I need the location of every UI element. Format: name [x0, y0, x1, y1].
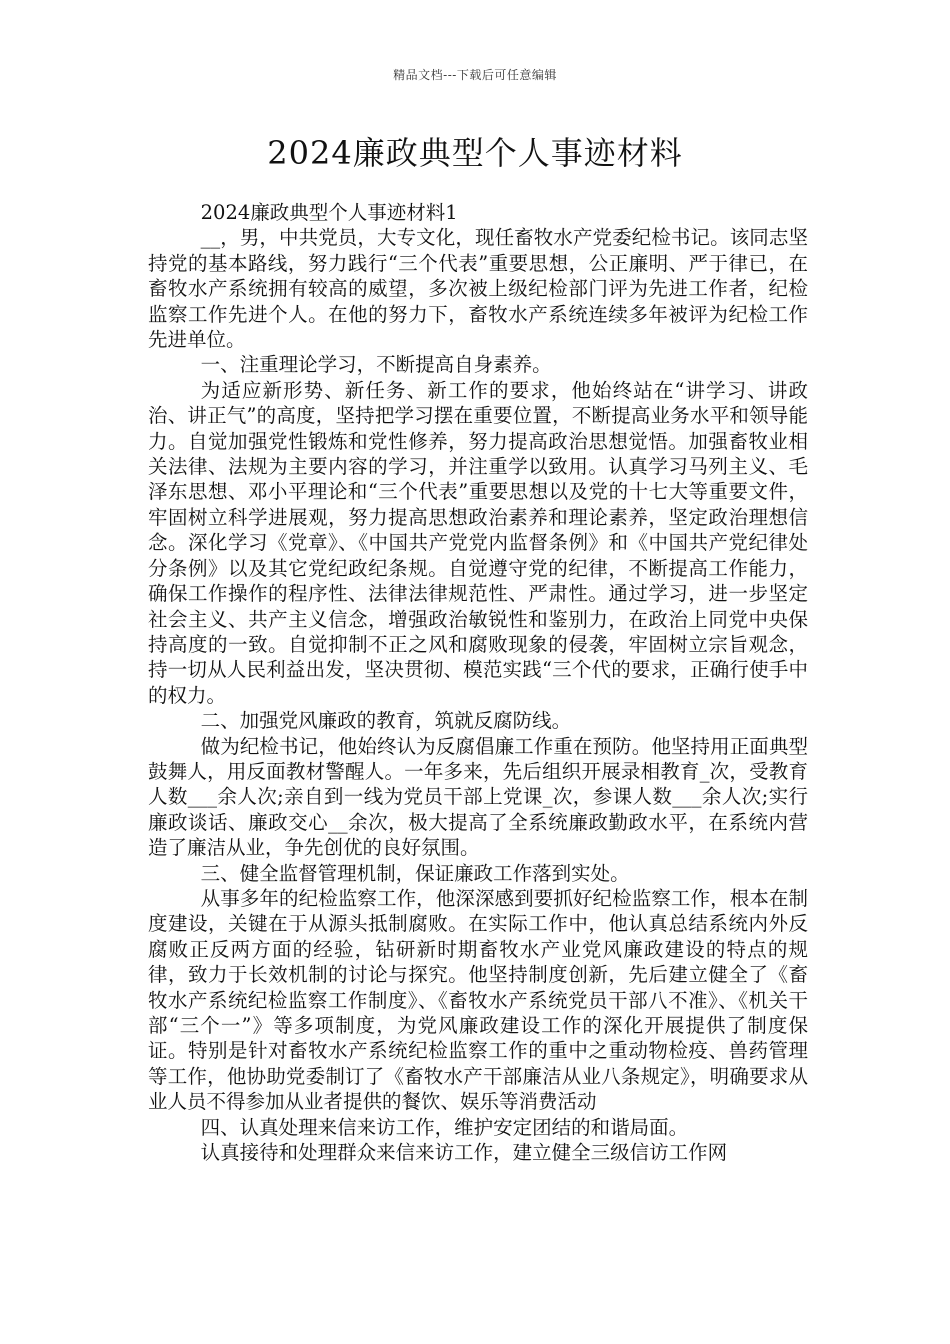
section-subtitle: 2024廉政典型个人事迹材料1: [200, 201, 458, 224]
header-note: 精品文档---下载后可任意编辑: [393, 68, 557, 82]
paragraph-4: 认真接待和处理群众来信来访工作，建立健全三级信访工作网: [200, 1141, 728, 1165]
paragraph-intro: __，男，中共党员，大专文化，现任畜牧水产党委纪检书记。该同志坚持党的基本路线，努力践行“三个代表”重要思想，公正廉明、严于律已，在畜牧水产系统拥有较高的威望，多次被上级纪检部门评为先进工作者，纪检监察工作先进个人。在他的努力下，畜牧水产系统连续多年被评为纪检工作先进单位。: [148, 226, 808, 352]
section-heading-3: 三、健全监督管理机制，保证廉政工作落到实处。: [200, 861, 630, 885]
section-heading-2: 二、加强党风廉政的教育，筑就反腐防线。: [200, 709, 572, 733]
section-heading-4: 四、认真处理来信来访工作，维护安定团结的和谐局面。: [200, 1115, 689, 1139]
section-heading-1: 一、注重理论学习，不断提高自身素养。: [200, 353, 552, 377]
paragraph-1: 为适应新形势、新任务、新工作的要求，他始终站在“讲学习、讲政治、讲正气”的高度，坚持把学习摆在重要位置，不断提高业务水平和领导能力。自觉加强党性锻炼和党性修养，努力提高政治思想觉悟。加强畜牧业相关法律、法规为主要内容的学习，并注重学以致用。认真学习马列主义、毛泽东思想、邓小平理论和“三个代表”重要思想以及党的十七大等重要文件，牢固树立科学进展观，努力提高思想政治素养和理论素养，坚定政治理想信念。深化学习《党章》、《中国共产党党内监督条例》和《中国共产党纪律处分条例》以及其它党纪政纪条规。自觉遵守党的纪律，不断提高工作能力，确保工作操作的程序性、法律法律规范性、严肃性。通过学习，进一步坚定社会主义、共产主义信念，增强政治敏锐性和鉴别力，在政治上同党中央保持高度的一致。自觉抑制不正之风和腐败现象的侵袭，牢固树立宗旨观念，持一切从人民利益出发，坚决贯彻、模范实践“三个代的要求，正确行使手中的权力。: [148, 378, 808, 707]
document-body: [148, 200, 808, 1165]
paragraph-2: 做为纪检书记，他始终认为反腐倡廉工作重在预防。他坚持用正面典型鼓舞人，用反面教材警醒人。一年多来，先后组织开展录相教育_次，受教育人数___余人次;亲自到一线为党员干部上党课_次，参课人数___余人次;实行廉政谈话、廉政交心__余次，极大提高了全系统廉政勤政水平，在系统内营造了廉洁从业，争先创优的良好氛围。: [148, 734, 808, 860]
paragraph-3: 从事多年的纪检监察工作，他深深感到要抓好纪检监察工作，根本在制度建设，关键在于从源头抵制腐败。在实际工作中，他认真总结系统内外反腐败正反两方面的经验，钻研新时期畜牧水产业党风廉政建设的特点的规律，致力于长效机制的讨论与探究。他坚持制度创新，先后建立健全了《畜牧水产系统纪检监察工作制度》、《畜牧水产系统党员干部八不准》、《机关干部“三个一”》等多项制度，为党风廉政建设工作的深化开展提供了制度保证。特别是针对畜牧水产系统纪检监察工作的重中之重动物检疫、兽药管理等工作，他协助党委制订了《畜牧水产干部廉洁从业八条规定》，明确要求从业人员不得参加从业者提供的餐饮、娱乐等消费活动: [148, 886, 808, 1114]
document-title: 2024廉政典型个人事迹材料: [267, 134, 683, 172]
